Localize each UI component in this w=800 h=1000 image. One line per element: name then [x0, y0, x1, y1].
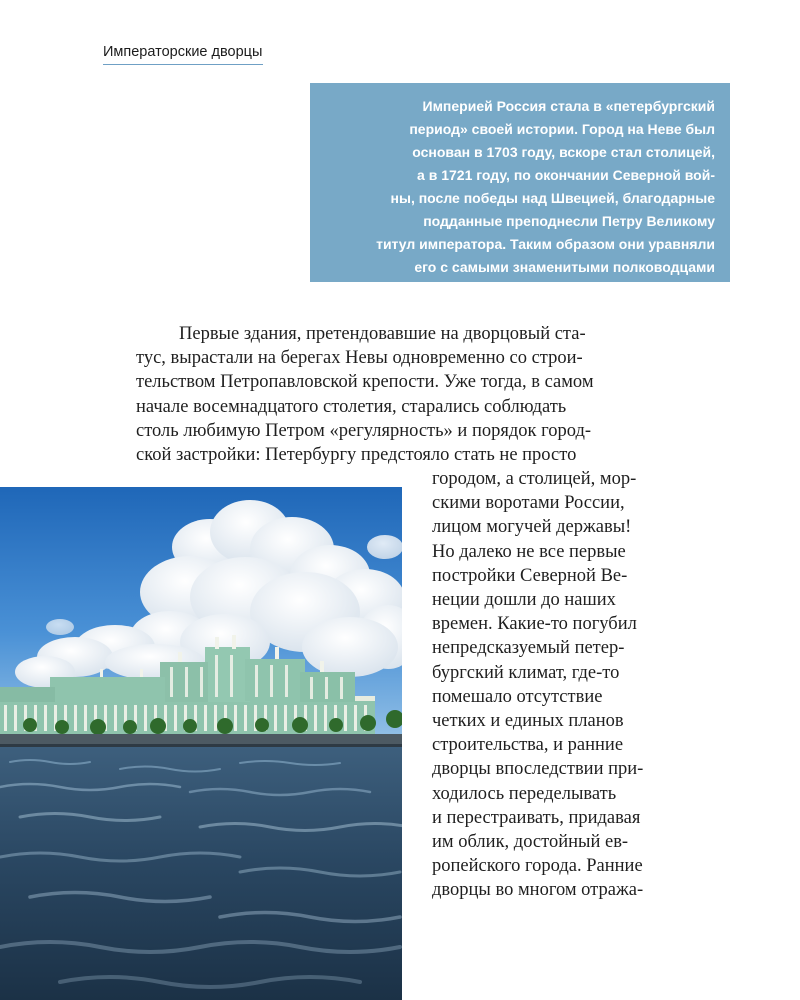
paragraph-line: начале восемнадцатого столетия, старались соблюдать: [136, 396, 567, 417]
paragraph-line: лицом могучей державы!: [432, 517, 632, 538]
paragraph-line: помешало отсутствие: [432, 686, 603, 707]
paragraph-line: дворцы впоследствии при-: [432, 759, 644, 780]
paragraph-line: им облик, достойный ев-: [432, 832, 629, 853]
paragraph-line: дворцы во многом отража-: [432, 880, 644, 901]
callout-line: титул императора. Таким образом они уравняли: [376, 236, 715, 252]
main-paragraph-top: [136, 322, 594, 467]
paragraph-line: скими воротами России,: [432, 493, 625, 514]
paragraph-line: ской застройки: Петербургу предстояло стать не просто: [136, 445, 577, 466]
callout-line: его с самыми знаменитыми полководцами: [414, 259, 715, 275]
paragraph-line: бургский климат, где-то: [432, 662, 620, 683]
paragraph-line: городом, а столицей, мор-: [432, 469, 637, 489]
paragraph-line: столь любимую Петром «регулярность» и порядок город-: [136, 420, 592, 441]
paragraph-line: Первые здания, претендовавшие на дворцовый ста-: [179, 324, 586, 344]
paragraph-line: тельством Петропавловской крепости. Уже тогда, в самом: [136, 372, 594, 393]
paragraph-line: постройки Северной Ве-: [432, 565, 628, 586]
river: [0, 747, 402, 1000]
intro-callout: [310, 83, 730, 298]
callout-line: подданные преподнесли Петру Великому: [423, 213, 715, 229]
paragraph-line: четких и единых планов: [432, 711, 624, 732]
callout-line: Империей Россия стала в «петербургский: [422, 98, 715, 114]
callout-line: и повелителями всех времен.: [506, 282, 715, 298]
paragraph-line: тус, вырастали на берегах Невы одновременно со строи-: [136, 348, 583, 369]
winter-palace-photo: [0, 487, 402, 1000]
main-paragraph-side: [432, 467, 643, 903]
paragraph-line: и перестраивать, придавая: [432, 807, 641, 828]
callout-line: а в 1721 году, по окончании Северной вой-: [417, 167, 715, 183]
paragraph-line: неции дошли до наших: [432, 590, 616, 611]
paragraph-line: Но далеко не все первые: [432, 541, 626, 562]
paragraph-line: ропейского города. Ранние: [432, 856, 643, 877]
callout-line: период» своей истории. Город на Неве был: [409, 121, 715, 137]
section-title: Императорские дворцы: [103, 44, 263, 65]
paragraph-line: времен. Какие-то погубил: [432, 614, 637, 635]
paragraph-line: ходилось переделывать: [432, 783, 617, 804]
paragraph-line: строительства, и ранние: [432, 735, 624, 756]
paragraph-line: непредсказуемый петер-: [432, 638, 625, 659]
callout-line: основан в 1703 году, вскоре стал столицей,: [412, 144, 715, 160]
callout-line: ны, после победы над Швецией, благодарные: [390, 190, 715, 206]
